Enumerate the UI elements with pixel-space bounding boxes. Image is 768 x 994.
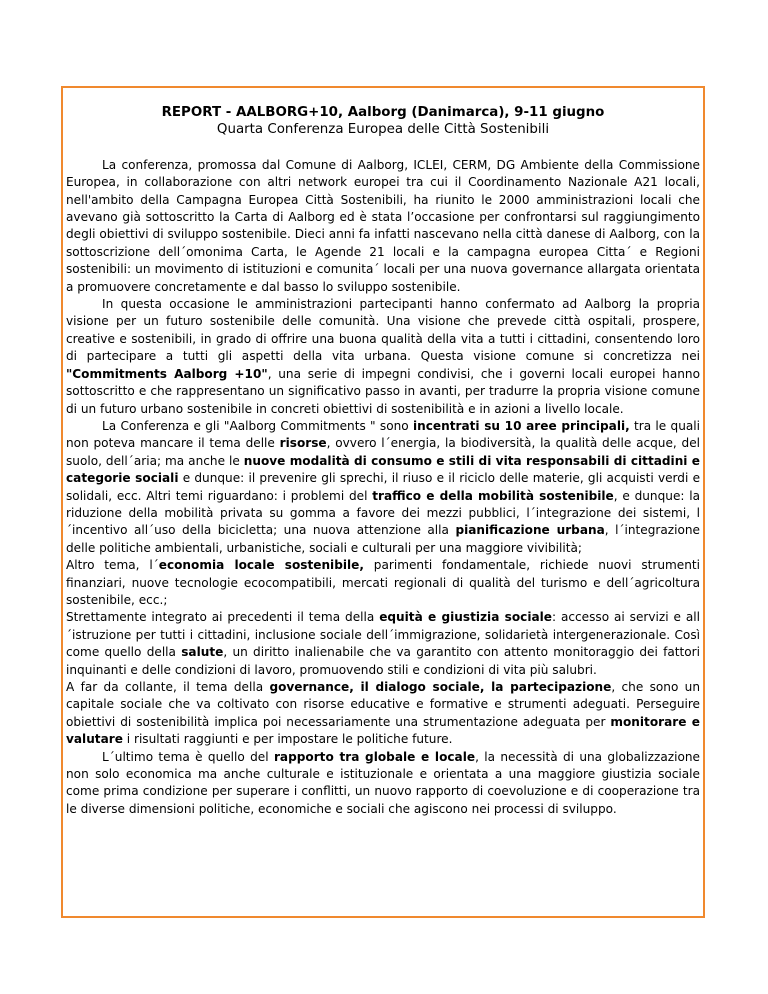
paragraph-economia — [66, 557, 700, 609]
text-segment: tra le quali non poteva mancare il tema delle — [66, 418, 700, 451]
bold-ten-areas: incentrati su 10 aree principali, — [412, 418, 630, 433]
text-segment: , ovvero l´energia, la biodiversità, la qualità delle acque, del suolo, dell´aria; ma anche le — [66, 436, 701, 468]
bold-traffico: traffico e della mobilità sostenibile — [372, 488, 614, 503]
bold-economia: economia locale sostenibile, — [158, 558, 364, 573]
text-segment: , la necessità di una globalizzazione non solo economica ma anche culturale e istituzionale e orientata a una maggiore giustizia sociale come prima condizione per superare i conflitti, un nuovo rapporto di coevoluzione e di cooperazione tra le diverse dimensioni politiche, economiche e sociali che agiscono nei processi di sviluppo. — [66, 749, 700, 816]
text-segment: L´ultimo tema è quello del — [102, 749, 274, 764]
paragraph-equita — [66, 609, 700, 679]
report-subtitle: Quarta Conferenza Europea delle Città Sostenibili — [216, 122, 550, 138]
bold-consumo: nuove modalità di consumo e stili di vita responsabili di cittadini e categorie sociali — [66, 453, 700, 486]
paragraph-governance — [66, 679, 700, 749]
bold-salute: salute — [181, 645, 224, 660]
text-segment: , l´integrazione delle politiche ambientali, urbanistiche, sociali e culturali per una maggiore vivibilità; — [66, 523, 700, 555]
text-segment: , una serie di impegni condivisi, che i governi locali europei hanno sottoscritto e che rappresentano un significativo passo in avanti, per tradurre la propria visione comune di un futuro urbano sostenibile in concreti obiettivi di sostenibilità e in azioni a livello locale. — [66, 366, 700, 416]
text-segment: : accesso ai servizi e all´istruzione per tutti i cittadini, inclusione sociale dell´immigrazione, solidarietà intergenerazionale. Così come quello della — [66, 610, 700, 660]
bold-pianificazione: pianificazione urbana — [455, 523, 605, 538]
text-segment: parimenti fondamentale, richiede nuovi strumenti finanziari, nuove tecnologie ecocompatibili, mercati regionali di qualità del turismo e dell´agricoltura sostenibile, ecc.; — [66, 558, 701, 607]
paragraph-vision — [66, 296, 700, 418]
text-segment: , che sono un capitale sociale che va coltivato con risorse educative e formative e strumenti adeguati. Perseguire obiettivi di sostenibilità implica poi necessariamente una strumentazione adeguata per — [66, 680, 700, 729]
bold-monitorare: monitorare e valutare — [66, 714, 700, 747]
bold-equita: equità e giustizia sociale — [379, 610, 552, 625]
text-segment: Strettamente integrato ai precedenti il tema della — [66, 610, 380, 625]
document-body — [66, 100, 700, 818]
bold-risorse: risorse — [279, 436, 327, 451]
text-segment: , e dunque: la riduzione della mobilità privata su gomma a favore dei mezzi pubblici, l´integrazione dei sistemi, l´incentivo all´uso della bicicletta; una nuova attenzione alla — [66, 488, 701, 538]
report-title: REPORT - AALBORG+10, Aalborg (Danimarca), 9-11 giugno — [161, 105, 605, 120]
bold-globale-locale: rapporto tra globale e locale — [273, 749, 476, 764]
text-segment: La Conferenza e gli "Aalborg Commitments " sono — [102, 418, 413, 433]
bold-governance: governance, il dialogo sociale, la partecipazione — [269, 680, 612, 694]
text-segment: , un diritto inalienabile che va garantito con attento monitoraggio dei fattori inquinanti e delle condizioni di lavoro, promuovendo stili e condizioni di vita più salubri. — [66, 645, 701, 677]
text-segment: Altro tema, l´ — [66, 558, 159, 573]
bold-commitments: "Commitments Aalborg +10" — [66, 366, 268, 381]
paragraph-themes — [66, 418, 700, 557]
text-segment: In questa occasione le amministrazioni partecipanti hanno confermato ad Aalborg la propria visione per un futuro sostenibile delle comunità. Una visione che prevede città ospitali, prospere, creative e sostenibili, in grado di offrire una buona qualità della vita a tutti i cittadini, consentendo loro di partecipare a tutti gli aspetti della vita urbana. Questa visione comune si concretizza nei — [66, 297, 700, 364]
text-segment: e dunque: il prevenire gli sprechi, il riuso e il riciclo delle materie, gli acquisti verdi e solidali, ecc. Altri temi riguardano: i problemi del — [66, 471, 701, 503]
paragraph-intro: La conferenza, promossa dal Comune di Aalborg, ICLEI, CERM, DG Ambiente della Commissione Europea, in collaborazione con altri network europei tra cui il Coordinamento Nazionale A21 locali, nell'ambito della Campagna Europea Città Sostenibili, ha riunito le 2000 amministrazioni locali che avevano già sottoscritto la Carta di Aalborg ed è stata l’occasione per confrontarsi sul raggiungimento degli obiettivi di sviluppo sostenibile. Dieci anni fa infatti nascevano nella città danese di Aalborg, con la sottoscrizione dell´omonima Carta, le Agende 21 locali e la campagna europea Citta´ e Regioni sostenibili: un movimento di istituzioni e comunita´ locali per una nuova governance allargata orientata a promuovere concretamente e dal basso lo sviluppo sostenibile. — [66, 157, 700, 294]
text-segment: i risultati raggiunti e per impostare le politiche future. — [122, 732, 453, 747]
text-segment: A far da collante, il tema della — [66, 680, 270, 694]
paragraph-globale — [66, 749, 700, 819]
